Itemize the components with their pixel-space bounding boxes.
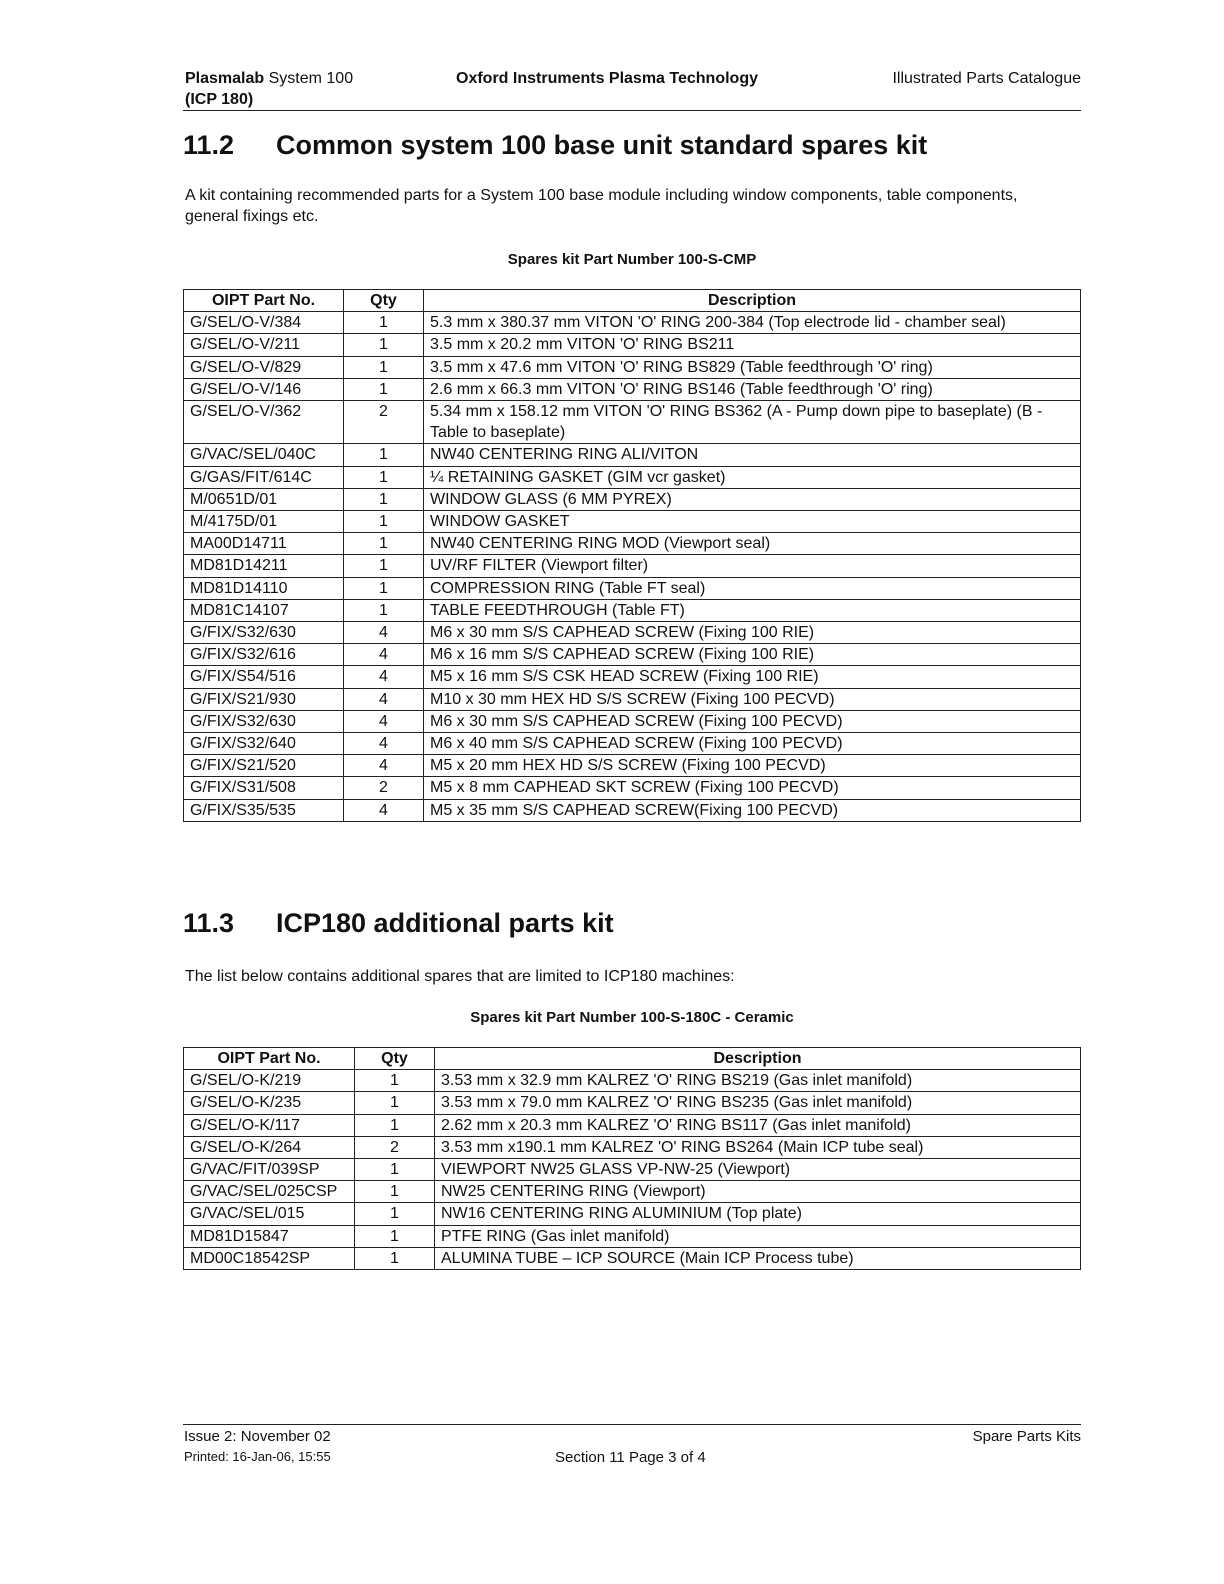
table-row (184, 1225, 1081, 1247)
description-cell: NW25 CENTERING RING (Viewport) (435, 1181, 1081, 1203)
description-cell: M6 x 40 mm S/S CAPHEAD SCREW (Fixing 100 PECVD) (424, 733, 1081, 755)
part-number-cell: G/SEL/O-V/146 (184, 378, 344, 400)
table-row (184, 334, 1081, 356)
section-intro: A kit containing recommended parts for a System 100 base module including window components, table components, general fixings etc. (185, 187, 1018, 225)
qty-cell: 1 (344, 378, 424, 400)
table-row (184, 312, 1081, 334)
qty-cell: 1 (344, 334, 424, 356)
qty-cell: 1 (344, 466, 424, 488)
table-row (184, 1247, 1081, 1269)
description-cell: COMPRESSION RING (Table FT seal) (424, 577, 1081, 599)
page-footer (183, 1424, 1081, 1466)
table-row (184, 466, 1081, 488)
description-cell: 3.5 mm x 20.2 mm VITON 'O' RING BS211 (424, 334, 1081, 356)
section-title: ICP180 additional parts kit (276, 908, 614, 938)
part-number-cell: G/FIX/S32/640 (184, 733, 344, 755)
part-number-cell: G/FIX/S32/630 (184, 710, 344, 732)
spares-table-180c (183, 1047, 1081, 1270)
column-header-qty: Qty (355, 1048, 435, 1070)
section-number: 11.3 (183, 908, 235, 938)
column-header-part: OIPT Part No. (184, 1048, 355, 1070)
qty-cell: 1 (344, 488, 424, 510)
qty-cell: 4 (344, 688, 424, 710)
column-header-qty: Qty (344, 290, 424, 312)
description-cell: PTFE RING (Gas inlet manifold) (435, 1225, 1081, 1247)
part-number-cell: G/VAC/SEL/015 (184, 1203, 355, 1225)
table-row (184, 1181, 1081, 1203)
qty-cell: 1 (344, 599, 424, 621)
footer-printed: Printed: 16-Jan-06, 15:55 (184, 1449, 331, 1464)
part-number-cell: MD00C18542SP (184, 1247, 355, 1269)
table-row (184, 644, 1081, 666)
qty-cell: 1 (355, 1092, 435, 1114)
part-number-cell: G/FIX/S35/535 (184, 799, 344, 821)
part-number-cell: G/VAC/SEL/040C (184, 444, 344, 466)
table-row (184, 622, 1081, 644)
section-intro: The list below contains additional spares that are limited to ICP180 machines: (185, 968, 735, 985)
description-cell: 5.3 mm x 380.37 mm VITON 'O' RING 200-384 (Top electrode lid - chamber seal) (424, 312, 1081, 334)
table-row (184, 444, 1081, 466)
qty-cell: 1 (344, 356, 424, 378)
table-row (184, 666, 1081, 688)
column-header-part: OIPT Part No. (184, 290, 344, 312)
part-number-cell: MD81C14107 (184, 599, 344, 621)
qty-cell: 4 (344, 710, 424, 732)
description-cell: UV/RF FILTER (Viewport filter) (424, 555, 1081, 577)
qty-cell: 2 (344, 777, 424, 799)
table-row (184, 1203, 1081, 1225)
qty-cell: 4 (344, 666, 424, 688)
section-heading-11-2 (183, 130, 927, 161)
part-number-cell: MD81D14110 (184, 577, 344, 599)
table-row (184, 688, 1081, 710)
section-number: 11.2 (183, 130, 235, 160)
description-cell: 3.53 mm x 79.0 mm KALREZ 'O' RING BS235 (Gas inlet manifold) (435, 1092, 1081, 1114)
part-number-cell: G/FIX/S32/616 (184, 644, 344, 666)
part-number-cell: G/SEL/O-K/235 (184, 1092, 355, 1114)
table-header-row (184, 1048, 1081, 1070)
table-row (184, 533, 1081, 555)
description-cell: 2.6 mm x 66.3 mm VITON 'O' RING BS146 (Table feedthrough 'O' ring) (424, 378, 1081, 400)
spares-table-cmp (183, 289, 1081, 822)
qty-cell: 4 (344, 622, 424, 644)
qty-cell: 1 (344, 312, 424, 334)
qty-cell: 1 (344, 533, 424, 555)
qty-cell: 4 (344, 755, 424, 777)
qty-cell: 1 (355, 1181, 435, 1203)
header-model: (ICP 180) (185, 91, 254, 108)
part-number-cell: G/SEL/O-V/829 (184, 356, 344, 378)
description-cell: TABLE FEEDTHROUGH (Table FT) (424, 599, 1081, 621)
table-row (184, 378, 1081, 400)
table-row (184, 1114, 1081, 1136)
table-row (184, 488, 1081, 510)
kit-part-number: Spares kit Part Number 100-S-CMP (507, 251, 757, 268)
section-heading-11-3 (183, 908, 614, 939)
part-number-cell: M/0651D/01 (184, 488, 344, 510)
table-row (184, 356, 1081, 378)
description-cell: 3.53 mm x190.1 mm KALREZ 'O' RING BS264 (Main ICP tube seal) (435, 1136, 1081, 1158)
part-number-cell: G/FIX/S32/630 (184, 622, 344, 644)
page-header (183, 68, 1081, 111)
section-title: Common system 100 base unit standard spares kit (276, 130, 928, 160)
description-cell: M6 x 16 mm S/S CAPHEAD SCREW (Fixing 100 RIE) (424, 644, 1081, 666)
table-row (184, 1070, 1081, 1092)
description-cell: 3.53 mm x 32.9 mm KALREZ 'O' RING BS219 (Gas inlet manifold) (435, 1070, 1081, 1092)
description-cell: 5.34 mm x 158.12 mm VITON 'O' RING BS362 (A - Pump down pipe to baseplate) (B - Table to baseplate) (424, 401, 1081, 444)
description-cell: M6 x 30 mm S/S CAPHEAD SCREW (Fixing 100 RIE) (424, 622, 1081, 644)
table-row (184, 577, 1081, 599)
description-cell: WINDOW GASKET (424, 511, 1081, 533)
description-cell: M10 x 30 mm HEX HD S/S SCREW (Fixing 100 PECVD) (424, 688, 1081, 710)
description-cell: M5 x 16 mm S/S CSK HEAD SCREW (Fixing 100 RIE) (424, 666, 1081, 688)
table-row (184, 710, 1081, 732)
part-number-cell: G/SEL/O-K/117 (184, 1114, 355, 1136)
part-number-cell: G/VAC/FIT/039SP (184, 1159, 355, 1181)
part-number-cell: M/4175D/01 (184, 511, 344, 533)
description-cell: M6 x 30 mm S/S CAPHEAD SCREW (Fixing 100 PECVD) (424, 710, 1081, 732)
part-number-cell: G/FIX/S21/930 (184, 688, 344, 710)
qty-cell: 2 (355, 1136, 435, 1158)
kit-part-number: Spares kit Part Number 100-S-180C - Ceramic (470, 1009, 794, 1026)
column-header-description: Description (424, 290, 1081, 312)
qty-cell: 1 (355, 1247, 435, 1269)
header-doc-type: Illustrated Parts Catalogue (892, 70, 1081, 87)
header-product-system: System 100 (264, 70, 354, 87)
qty-cell: 1 (344, 511, 424, 533)
qty-cell: 4 (344, 799, 424, 821)
table-row (184, 799, 1081, 821)
table-row (184, 1136, 1081, 1158)
table-row (184, 511, 1081, 533)
table-row (184, 1159, 1081, 1181)
part-number-cell: G/SEL/O-K/219 (184, 1070, 355, 1092)
qty-cell: 1 (344, 444, 424, 466)
part-number-cell: G/VAC/SEL/025CSP (184, 1181, 355, 1203)
header-product (185, 68, 353, 110)
table-row (184, 755, 1081, 777)
description-cell: NW40 CENTERING RING MOD (Viewport seal) (424, 533, 1081, 555)
part-number-cell: G/FIX/S31/508 (184, 777, 344, 799)
part-number-cell: G/SEL/O-V/384 (184, 312, 344, 334)
column-header-description: Description (435, 1048, 1081, 1070)
part-number-cell: G/FIX/S21/520 (184, 755, 344, 777)
header-company: Oxford Instruments Plasma Technology (456, 70, 758, 87)
table-row (184, 555, 1081, 577)
footer-page-number: Section 11 Page 3 of 4 (555, 1449, 706, 1466)
part-number-cell: G/SEL/O-V/211 (184, 334, 344, 356)
table-row (184, 599, 1081, 621)
qty-cell: 1 (355, 1159, 435, 1181)
qty-cell: 2 (344, 401, 424, 444)
qty-cell: 4 (344, 733, 424, 755)
description-cell: ¼ RETAINING GASKET (GIM vcr gasket) (424, 466, 1081, 488)
part-number-cell: MD81D14211 (184, 555, 344, 577)
table-header-row (184, 290, 1081, 312)
part-number-cell: G/SEL/O-V/362 (184, 401, 344, 444)
qty-cell: 1 (344, 555, 424, 577)
description-cell: NW16 CENTERING RING ALUMINIUM (Top plate) (435, 1203, 1081, 1225)
description-cell: 2.62 mm x 20.3 mm KALREZ 'O' RING BS117 (Gas inlet manifold) (435, 1114, 1081, 1136)
table-row (184, 733, 1081, 755)
header-product-name: Plasmalab (185, 70, 265, 87)
qty-cell: 1 (344, 577, 424, 599)
qty-cell: 1 (355, 1203, 435, 1225)
part-number-cell: MD81D15847 (184, 1225, 355, 1247)
footer-chapter: Spare Parts Kits (972, 1428, 1081, 1445)
description-cell: 3.5 mm x 47.6 mm VITON 'O' RING BS829 (Table feedthrough 'O' ring) (424, 356, 1081, 378)
table-row (184, 1092, 1081, 1114)
part-number-cell: MA00D14711 (184, 533, 344, 555)
part-number-cell: G/GAS/FIT/614C (184, 466, 344, 488)
description-cell: VIEWPORT NW25 GLASS VP-NW-25 (Viewport) (435, 1159, 1081, 1181)
qty-cell: 1 (355, 1225, 435, 1247)
description-cell: NW40 CENTERING RING ALI/VITON (424, 444, 1081, 466)
description-cell: M5 x 35 mm S/S CAPHEAD SCREW(Fixing 100 PECVD) (424, 799, 1081, 821)
footer-issue: Issue 2: November 02 (184, 1428, 331, 1445)
description-cell: WINDOW GLASS (6 MM PYREX) (424, 488, 1081, 510)
table-row (184, 401, 1081, 444)
description-cell: M5 x 8 mm CAPHEAD SKT SCREW (Fixing 100 PECVD) (424, 777, 1081, 799)
part-number-cell: G/SEL/O-K/264 (184, 1136, 355, 1158)
description-cell: ALUMINA TUBE – ICP SOURCE (Main ICP Process tube) (435, 1247, 1081, 1269)
part-number-cell: G/FIX/S54/516 (184, 666, 344, 688)
qty-cell: 4 (344, 644, 424, 666)
table-row (184, 777, 1081, 799)
description-cell: M5 x 20 mm HEX HD S/S SCREW (Fixing 100 PECVD) (424, 755, 1081, 777)
qty-cell: 1 (355, 1114, 435, 1136)
qty-cell: 1 (355, 1070, 435, 1092)
